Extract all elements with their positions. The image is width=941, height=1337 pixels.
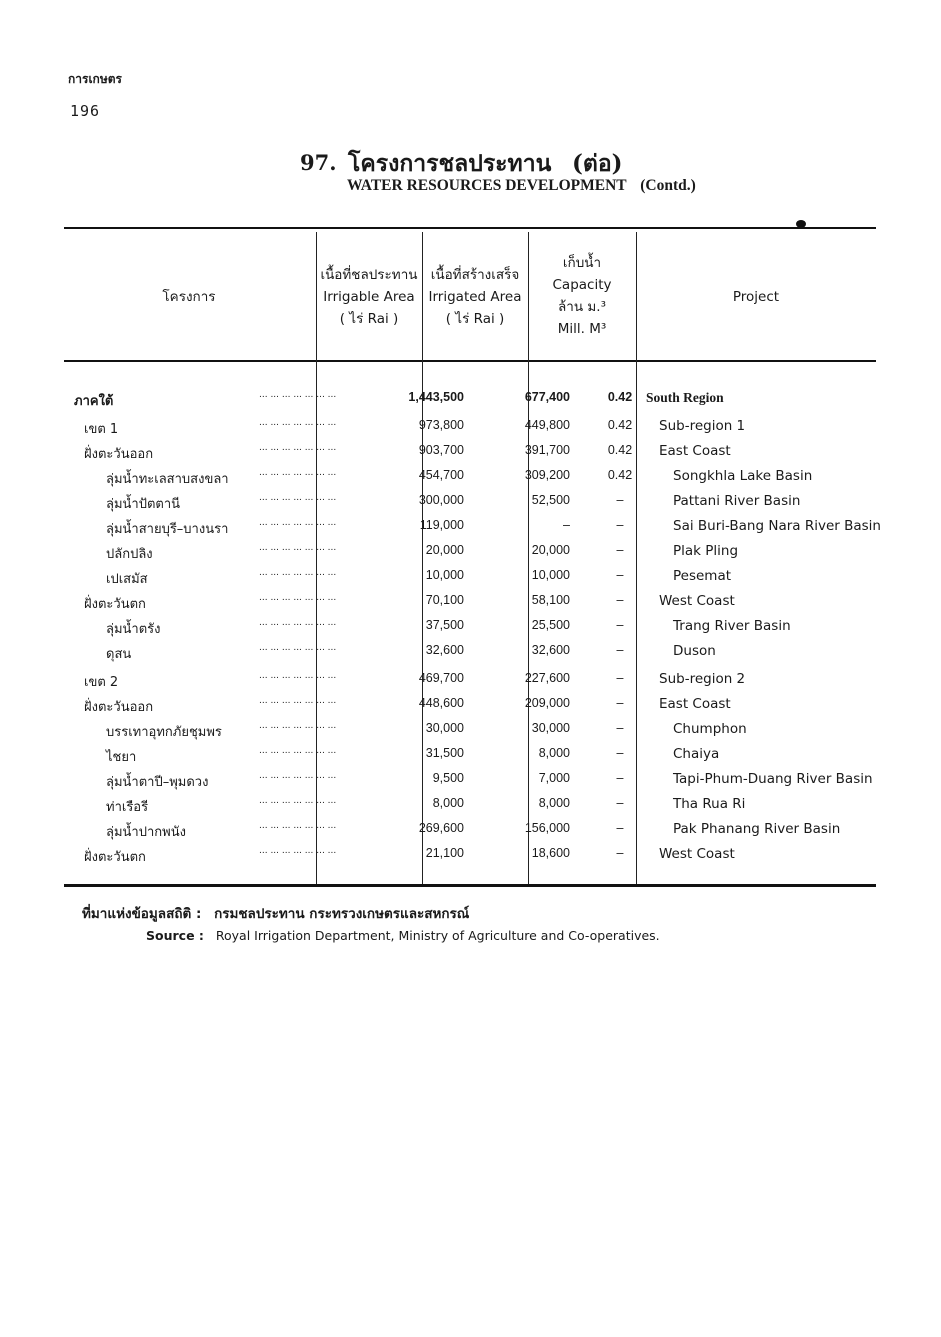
row-irrigated-area: 30,000	[531, 721, 570, 735]
row-irrigated-area: 32,600	[531, 643, 570, 657]
row-project-th: บรรเทาอุทกภัยชุมพร	[106, 725, 222, 740]
header-capacity	[528, 252, 636, 340]
header-capacity-en: Capacity	[552, 277, 612, 293]
table-row	[64, 390, 876, 415]
row-capacity: 0.42	[607, 418, 633, 432]
row-capacity: –	[616, 746, 624, 760]
row-capacity: –	[616, 846, 624, 860]
row-project-th: ไชยา	[106, 750, 137, 765]
table-row	[64, 468, 876, 493]
header-irrigable-th: เนื้อที่ชลประทาน	[320, 267, 418, 283]
row-capacity: –	[616, 796, 624, 810]
row-project-th: ดุสน	[106, 647, 132, 662]
row-irrigable-area: 448,600	[418, 696, 464, 710]
row-leader-dots: ... ... ... ... ... ... ...	[259, 671, 337, 681]
row-leader-dots: ... ... ... ... ... ... ...	[259, 468, 337, 478]
table-row	[64, 593, 876, 618]
row-leader-dots: ... ... ... ... ... ... ...	[259, 771, 337, 781]
row-leader-dots: ... ... ... ... ... ... ...	[259, 721, 337, 731]
table-row	[64, 443, 876, 468]
row-leader-dots: ... ... ... ... ... ... ...	[259, 418, 337, 428]
row-project-th: ฝั่งตะวันออก	[84, 447, 154, 462]
row-irrigable-area: 31,500	[425, 746, 464, 760]
row-irrigated-area: 8,000	[538, 746, 570, 760]
table-row	[64, 493, 876, 518]
row-capacity: –	[616, 568, 624, 582]
row-project-en: Sub-region 1	[659, 418, 746, 434]
table-row	[64, 568, 876, 593]
row-irrigable-area: 454,700	[418, 468, 464, 482]
section-header: การเกษตร	[68, 72, 122, 86]
row-project-en: East Coast	[659, 696, 731, 712]
row-project-th: ลุ่มน้ำปัตตานี	[106, 497, 181, 512]
row-project-th: เขต 2	[84, 675, 119, 690]
header-capacity-unit-en: Mill. M³	[557, 321, 607, 337]
header-project-en: Project	[732, 289, 780, 305]
title-contd-english: (Contd.)	[640, 177, 696, 194]
table-row	[64, 846, 876, 871]
row-irrigable-area: 37,500	[425, 618, 464, 632]
row-irrigable-area: 119,000	[419, 518, 464, 532]
row-capacity: 0.42	[607, 443, 633, 457]
row-irrigable-area: 70,100	[425, 593, 464, 607]
title-english: WATER RESOURCES DEVELOPMENT	[347, 177, 627, 194]
row-irrigated-area: 25,500	[531, 618, 570, 632]
row-irrigated-area: 391,700	[524, 443, 570, 457]
row-irrigated-area: 20,000	[531, 543, 570, 557]
row-irrigable-area: 469,700	[418, 671, 464, 685]
row-leader-dots: ... ... ... ... ... ... ...	[259, 643, 337, 653]
row-project-en: Sai Buri-Bang Nara River Basin	[673, 518, 881, 534]
row-capacity: –	[616, 643, 624, 657]
source-english	[146, 928, 660, 943]
row-irrigable-area: 21,100	[425, 846, 464, 860]
row-irrigated-area: 58,100	[531, 593, 570, 607]
row-project-en: Sub-region 2	[659, 671, 746, 687]
header-capacity-th: เก็บน้ำ	[562, 255, 602, 271]
row-project-th: ลุ่มน้ำปากพนัง	[106, 825, 186, 840]
row-project-en: West Coast	[659, 846, 735, 862]
row-irrigable-area: 20,000	[425, 543, 464, 557]
source-label-th: ที่มาแห่งข้อมูลสถิติ :	[82, 906, 202, 922]
title-thai: โครงการชลประทาน	[348, 150, 552, 177]
row-leader-dots: ... ... ... ... ... ... ...	[259, 746, 337, 756]
row-capacity: –	[616, 696, 624, 710]
table-row	[64, 618, 876, 643]
row-leader-dots: ... ... ... ... ... ... ...	[259, 846, 337, 856]
row-leader-dots: ... ... ... ... ... ... ...	[259, 568, 337, 578]
header-irrigable-unit: ( ไร่ Rai )	[339, 311, 399, 327]
row-capacity: –	[616, 518, 624, 532]
table-row	[64, 643, 876, 668]
row-irrigable-area: 903,700	[418, 443, 464, 457]
row-capacity: –	[616, 821, 624, 835]
row-leader-dots: ... ... ... ... ... ... ...	[259, 390, 337, 400]
row-irrigated-area: 209,000	[524, 696, 570, 710]
table-number: 97.	[300, 150, 337, 175]
row-project-th: ปลักปลิง	[106, 547, 153, 562]
row-project-th: ภาคใต้	[74, 394, 114, 409]
table-row	[64, 796, 876, 821]
source-label-en: Source :	[146, 928, 204, 943]
row-irrigable-area: 973,800	[418, 418, 464, 432]
row-capacity: –	[616, 771, 624, 785]
header-irrigated-th: เนื้อที่สร้างเสร็จ	[430, 267, 520, 283]
title-contd-thai: (ต่อ)	[572, 150, 623, 177]
row-irrigable-area: 8,000	[432, 796, 464, 810]
row-project-en: Pak Phanang River Basin	[673, 821, 841, 837]
header-irrigated-unit: ( ไร่ Rai )	[445, 311, 505, 327]
table-top-rule	[64, 227, 876, 229]
row-irrigated-area: 677,400	[524, 390, 570, 404]
table-row	[64, 518, 881, 543]
row-irrigable-area: 32,600	[425, 643, 464, 657]
source-thai	[82, 902, 469, 924]
row-project-en: East Coast	[659, 443, 731, 459]
row-irrigable-area: 1,443,500	[408, 390, 464, 404]
row-project-en: Chumphon	[673, 721, 747, 737]
row-project-en: Chaiya	[673, 746, 720, 762]
row-leader-dots: ... ... ... ... ... ... ...	[259, 796, 337, 806]
row-irrigated-area: –	[563, 518, 570, 532]
table-row	[64, 746, 876, 771]
row-project-en: Pesemat	[673, 568, 732, 584]
page-number: 196	[70, 102, 101, 120]
source-text-en: Royal Irrigation Department, Ministry of Agriculture and Co-operatives.	[215, 928, 660, 943]
header-irrigable	[316, 264, 422, 330]
row-project-en: Songkhla Lake Basin	[673, 468, 813, 484]
row-capacity: 0.42	[607, 390, 633, 404]
row-project-en: Trang River Basin	[673, 618, 791, 634]
row-irrigated-area: 8,000	[538, 796, 570, 810]
row-irrigable-area: 9,500	[432, 771, 464, 785]
table-row	[64, 771, 876, 796]
header-project-th: โครงการ	[162, 289, 216, 305]
header-irrigable-en: Irrigable Area	[323, 289, 415, 305]
row-irrigated-area: 7,000	[538, 771, 570, 785]
row-project-th: ลุ่มน้ำตรัง	[106, 622, 161, 637]
row-leader-dots: ... ... ... ... ... ... ...	[259, 821, 337, 831]
row-project-en: Tha Rua Ri	[673, 796, 746, 812]
row-project-th: ลุ่มน้ำตาปี–พุมดวง	[106, 775, 209, 790]
row-project-en: West Coast	[659, 593, 735, 609]
table-row	[64, 543, 876, 568]
row-leader-dots: ... ... ... ... ... ... ...	[259, 593, 337, 603]
row-irrigated-area: 52,500	[531, 493, 570, 507]
header-irrigated-en: Irrigated Area	[428, 289, 522, 305]
header-capacity-unit-th: ล้าน ม.³	[558, 299, 606, 315]
row-project-th: ท่าเรือรี	[106, 800, 149, 815]
table-bottom-rule	[64, 884, 876, 887]
row-leader-dots: ... ... ... ... ... ... ...	[259, 618, 337, 628]
row-project-en: Plak Pling	[673, 543, 739, 559]
row-irrigated-area: 10,000	[531, 568, 570, 582]
table-row	[64, 696, 876, 721]
row-project-th: เขต 1	[84, 422, 119, 437]
row-leader-dots: ... ... ... ... ... ... ...	[259, 493, 337, 503]
row-leader-dots: ... ... ... ... ... ... ...	[259, 696, 337, 706]
row-project-th: ฝั่งตะวันออก	[84, 700, 154, 715]
table-header-rule	[64, 360, 876, 362]
row-project-en: South Region	[646, 390, 724, 405]
row-irrigated-area: 309,200	[524, 468, 570, 482]
row-capacity: 0.42	[607, 468, 633, 482]
row-capacity: –	[616, 721, 624, 735]
table-row	[64, 721, 876, 746]
row-leader-dots: ... ... ... ... ... ... ...	[259, 543, 337, 553]
table-row	[64, 418, 876, 443]
row-leader-dots: ... ... ... ... ... ... ...	[259, 518, 337, 528]
source-text-th: กรมชลประทาน กระทรวงเกษตรและสหกรณ์	[214, 906, 470, 922]
title-english-line	[347, 177, 696, 195]
row-irrigable-area: 10,000	[425, 568, 464, 582]
row-leader-dots: ... ... ... ... ... ... ...	[259, 443, 337, 453]
row-project-en: Duson	[673, 643, 716, 659]
row-capacity: –	[616, 671, 624, 685]
row-capacity: –	[616, 493, 624, 507]
row-irrigable-area: 300,000	[418, 493, 464, 507]
row-irrigated-area: 227,600	[524, 671, 570, 685]
row-project-th: ลุ่มน้ำทะเลสาบสงขลา	[106, 472, 229, 487]
row-project-en: Pattani River Basin	[673, 493, 801, 509]
row-capacity: –	[616, 618, 624, 632]
row-project-th: เปเสมัส	[106, 572, 148, 587]
row-capacity: –	[616, 593, 624, 607]
row-irrigated-area: 156,000	[524, 821, 570, 835]
row-project-th: ฝั่งตะวันตก	[84, 850, 146, 865]
row-project-en: Tapi-Phum-Duang River Basin	[673, 771, 873, 787]
row-irrigated-area: 449,800	[524, 418, 570, 432]
header-irrigated	[422, 264, 528, 330]
row-project-th: ลุ่มน้ำสายบุรี–บางนรา	[106, 522, 229, 537]
table-row	[64, 821, 876, 846]
row-project-th: ฝั่งตะวันตก	[84, 597, 146, 612]
row-irrigable-area: 269,600	[418, 821, 464, 835]
table-row	[64, 671, 876, 696]
row-capacity: –	[616, 543, 624, 557]
row-irrigated-area: 18,600	[531, 846, 570, 860]
row-irrigable-area: 30,000	[425, 721, 464, 735]
